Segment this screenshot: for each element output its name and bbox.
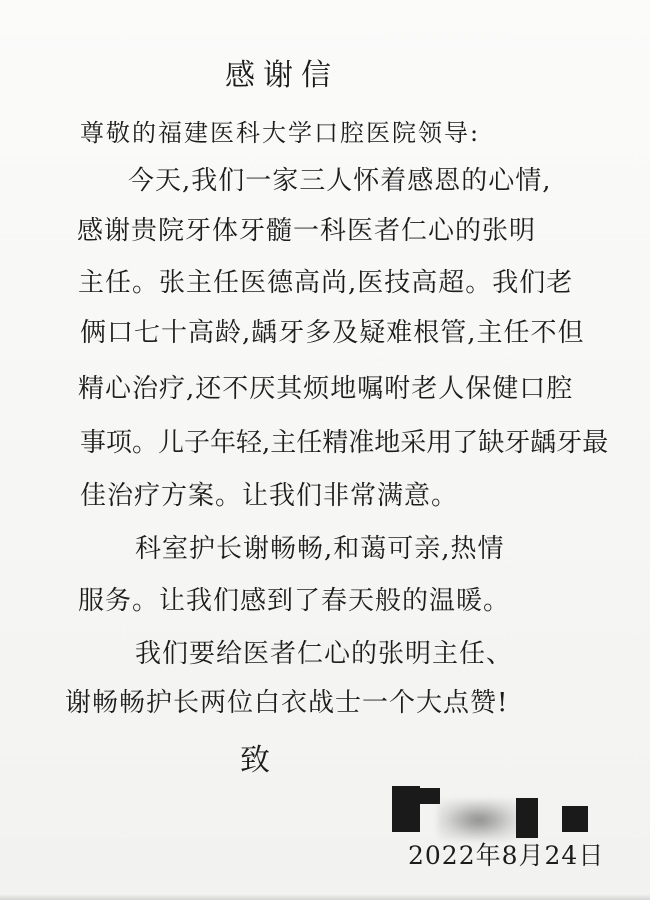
body-line: 我们要给医者仁心的张明主任、 <box>135 639 514 669</box>
signature-blur <box>438 800 520 840</box>
body-line: 主任。张主任医德高尚,医技高超。我们老 <box>78 268 574 298</box>
closing-word: 致 <box>240 743 271 778</box>
body-line: 感谢贵院牙体牙髓一科医者仁心的张明 <box>77 216 537 246</box>
body-line: 科室护长谢畅畅,和蔼可亲,热情 <box>135 534 505 564</box>
redaction-block <box>392 786 420 832</box>
redaction-block <box>562 806 588 832</box>
body-line: 精心治疗,还不厌其烦地嘱咐老人保健口腔 <box>78 374 574 404</box>
body-line: 服务。让我们感到了春天般的温暖。 <box>78 586 511 616</box>
redaction-block <box>420 788 440 804</box>
letter-date: 2022年8月24日 <box>408 841 605 870</box>
redaction-block <box>516 798 538 838</box>
body-line: 俩口七十高龄,龋牙多及疑难根管,主任不但 <box>80 318 585 348</box>
page-edge-shadow <box>0 894 650 900</box>
body-line: 谢畅畅护长两位白衣战士一个大点赞! <box>65 688 509 718</box>
body-line: 事项。儿子年轻,主任精准地采用了缺牙龋牙最 <box>80 428 609 458</box>
body-line: 今天,我们一家三人怀着感恩的心情, <box>128 166 552 196</box>
body-line: 佳治疗方案。让我们非常满意。 <box>80 481 459 511</box>
salutation: 尊敬的福建医科大学口腔医院领导: <box>80 119 481 147</box>
letter-title: 感谢信 <box>225 58 339 93</box>
